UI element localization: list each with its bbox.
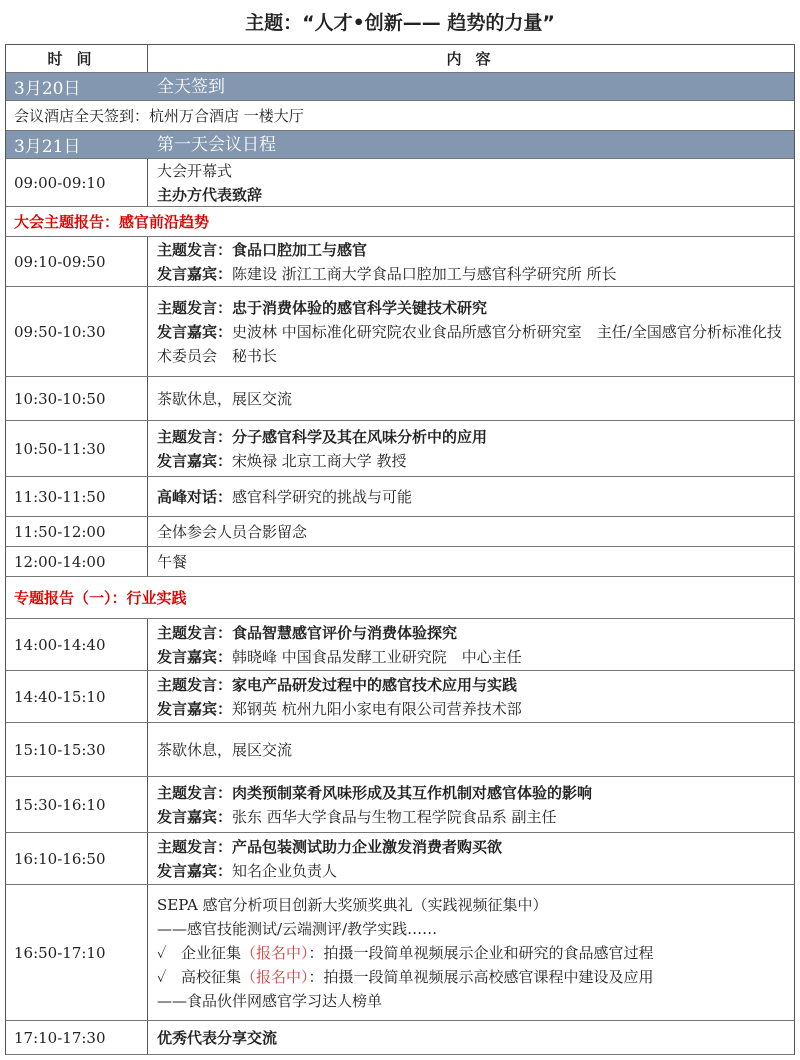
talk-topic: 食品口腔加工与感官 [232, 240, 368, 259]
content-line: 优秀代表分享交流 [157, 1028, 278, 1047]
day-band [6, 131, 794, 159]
table-row [6, 287, 794, 377]
talk-line [157, 781, 794, 805]
table-row [6, 619, 794, 671]
talk-line [157, 673, 794, 697]
speaker-name: 史波林 中国标准化研究院农业食品所感官分析研究室 主任/全国感官分析标准化技术委员会 秘书长 [157, 322, 782, 365]
table-row [6, 377, 794, 421]
table-row [6, 777, 794, 833]
time-cell: 09:10-09:50 [6, 237, 148, 286]
item-text: ：拍摄一段简单视频展示企业和研究的食品感官过程 [308, 943, 654, 962]
item-label: 高校征集 [181, 967, 242, 986]
speaker-label: 发言嘉宾： [157, 807, 233, 826]
content-line: 茶歇休息，展区交流 [157, 740, 293, 759]
content-header: 内容 [446, 49, 505, 68]
time-header: 时间 [6, 45, 148, 72]
talk-topic: 家电产品研发过程中的感官技术应用与实践 [232, 675, 518, 694]
talk-topic: 肉类预制菜肴风味形成及其互作机制对感官体验的影响 [232, 783, 593, 802]
talk-line [157, 621, 794, 645]
content-line: 大会开幕式 [157, 161, 233, 180]
speaker-name: 张东 西华大学食品与生物工程学院食品系 副主任 [232, 807, 557, 826]
time-cell: 11:50-12:00 [6, 517, 148, 546]
table-row [6, 517, 794, 547]
speaker-label: 发言嘉宾： [157, 322, 233, 341]
status-text: （报名中） [241, 943, 309, 962]
table-row [6, 833, 794, 885]
agenda-table [5, 44, 795, 1055]
table-row [6, 159, 794, 207]
checkin-row: 会议酒店全天签到：杭州万合酒店 一楼大厅 [6, 101, 794, 131]
content-line: 全体参会人员合影留念 [157, 522, 308, 541]
day-label: 第一天会议日程 [157, 134, 276, 155]
content-line: 茶歇休息，展区交流 [157, 389, 293, 408]
section-heading: 大会主题报告：感官前沿趋势 [6, 207, 794, 237]
speaker-line [157, 859, 794, 883]
speaker-name: 韩晓峰 中国食品发酵工业研究院 中心主任 [232, 647, 522, 666]
dialog-topic: 感官科学研究的挑战与可能 [232, 487, 413, 506]
time-cell: 09:00-09:10 [6, 159, 148, 206]
content-line: 主办方代表致辞 [157, 185, 263, 204]
speaker-name: 郑钢英 杭州九阳小家电有限公司营养技术部 [232, 699, 522, 718]
award-title: SEPA 感官分析项目创新大奖颁奖典礼（实践视频征集中） [157, 895, 548, 914]
award-item [157, 941, 794, 965]
speaker-label: 发言嘉宾： [157, 451, 233, 470]
speaker-label: 发言嘉宾： [157, 861, 233, 880]
dialog-label: 高峰对话： [157, 487, 233, 506]
day-band [6, 73, 794, 101]
table-row [6, 671, 794, 723]
page-title: 主题：“人才•创新—— 趋势的力量” [245, 12, 555, 34]
speaker-line [157, 449, 794, 473]
speaker-label: 发言嘉宾： [157, 699, 233, 718]
speaker-line [157, 697, 794, 721]
item-text: ：拍摄一段简单视频展示高校感官课程中建设及应用 [308, 967, 654, 986]
speaker-name: 宋焕禄 北京工商大学 教授 [232, 451, 407, 470]
table-row [6, 477, 794, 517]
time-cell: 17:10-17:30 [6, 1021, 148, 1054]
day-date: 3月21日 [14, 137, 81, 157]
talk-topic: 食品智慧感官评价与消费体验探究 [232, 623, 458, 642]
time-cell: 14:40-15:10 [6, 671, 148, 722]
day-date: 3月20日 [14, 79, 81, 99]
time-cell: 12:00-14:00 [6, 547, 148, 576]
talk-label: 主题发言： [157, 240, 233, 259]
talk-topic: 产品包装测试助力企业激发消费者购买欲 [232, 837, 503, 856]
talk-label: 主题发言： [157, 837, 233, 856]
time-cell: 16:50-17:10 [6, 885, 148, 1020]
time-cell: 09:50-10:30 [6, 287, 148, 376]
content-line: ——感官技能测试/云端测评/教学实践…… [157, 919, 438, 938]
time-cell: 14:00-14:40 [6, 619, 148, 670]
talk-topic: 分子感官科学及其在风味分析中的应用 [232, 427, 488, 446]
speaker-line [157, 805, 794, 829]
talk-label: 主题发言： [157, 427, 233, 446]
speaker-line [157, 262, 794, 286]
time-cell: 10:50-11:30 [6, 421, 148, 476]
day-label: 全天签到 [157, 76, 225, 97]
talk-label: 主题发言： [157, 623, 233, 642]
time-cell: 11:30-11:50 [6, 477, 148, 516]
table-row [6, 885, 794, 1021]
speaker-line [157, 645, 794, 669]
award-item [157, 965, 794, 989]
speaker-name: 陈建设 浙江工商大学食品口腔加工与感官科学研究所 所长 [232, 264, 617, 283]
talk-label: 主题发言： [157, 783, 233, 802]
item-label: 企业征集 [181, 943, 242, 962]
speaker-line [157, 320, 794, 368]
time-cell: 10:30-10:50 [6, 377, 148, 420]
time-cell: 16:10-16:50 [6, 833, 148, 884]
table-row [6, 1021, 794, 1055]
check-icon: ✓ [157, 943, 167, 962]
talk-label: 主题发言： [157, 675, 233, 694]
table-row [6, 237, 794, 287]
speaker-name: 知名企业负责人 [232, 861, 338, 880]
talk-line [157, 835, 794, 859]
talk-topic: 忠于消费体验的感官科学关键技术研究 [232, 298, 488, 317]
table-row [6, 723, 794, 777]
speaker-label: 发言嘉宾： [157, 647, 233, 666]
time-cell: 15:10-15:30 [6, 723, 148, 776]
time-cell: 15:30-16:10 [6, 777, 148, 832]
speaker-label: 发言嘉宾： [157, 264, 233, 283]
table-row [6, 547, 794, 577]
content-line: ——食品伙伴网感官学习达人榜单 [157, 991, 383, 1010]
table-header [6, 45, 794, 73]
status-text: （报名中） [241, 967, 309, 986]
check-icon: ✓ [157, 967, 167, 986]
talk-line [157, 296, 794, 320]
talk-line [157, 238, 794, 262]
content-line: 午餐 [157, 552, 188, 571]
section-heading: 专题报告（一）：行业实践 [6, 577, 794, 619]
table-row [6, 421, 794, 477]
talk-label: 主题发言： [157, 298, 233, 317]
talk-line [157, 425, 794, 449]
